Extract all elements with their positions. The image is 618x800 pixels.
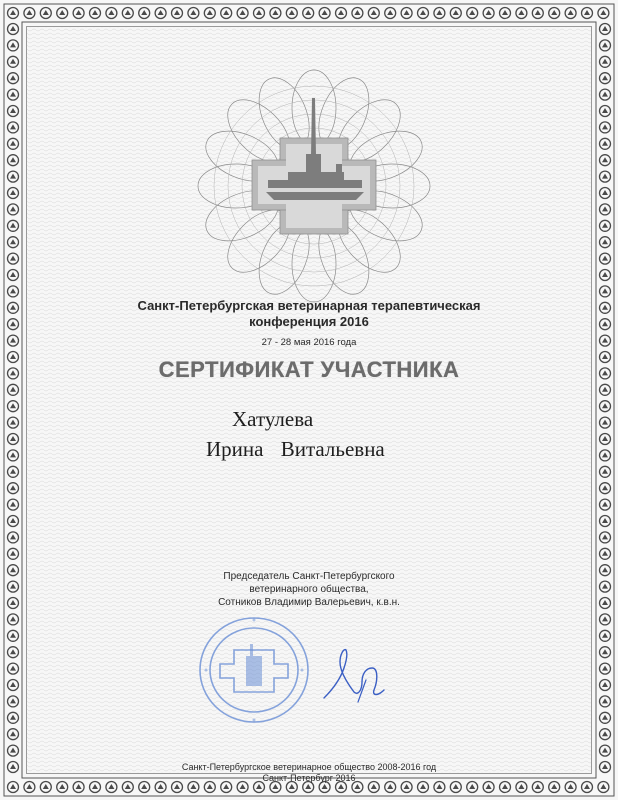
society-seal-stamp-icon bbox=[196, 614, 312, 726]
conference-title bbox=[0, 298, 618, 330]
footer-line2: Санкт-Петербург 2016 bbox=[262, 773, 356, 783]
footer bbox=[0, 762, 618, 784]
conference-title-line1: Санкт-Петербургская ветеринарная терапевтическая bbox=[137, 298, 481, 313]
participant-surname: Хатулева bbox=[232, 407, 314, 431]
footer-line1: Санкт-Петербургское ветеринарное общество 2008-2016 год bbox=[181, 762, 437, 772]
chairman-block bbox=[0, 570, 618, 609]
certificate-title: СЕРТИФИКАТ УЧАСТНИКА bbox=[158, 357, 460, 382]
chairman-line3: Сотников Владимир Валерьевич, к.в.н. bbox=[218, 597, 400, 608]
participant-given-names: Ирина Витальевна bbox=[206, 437, 385, 461]
chairman-signature-icon bbox=[318, 640, 388, 706]
fortress-cross-emblem-icon bbox=[196, 68, 432, 304]
chairman-line1: Председатель Санкт-Петербургского bbox=[223, 571, 395, 582]
conference-title-line2: конференция 2016 bbox=[249, 314, 369, 329]
chairman-line2: ветеринарного общества, bbox=[249, 584, 369, 595]
conference-dates: 27 - 28 мая 2016 года bbox=[261, 337, 357, 348]
